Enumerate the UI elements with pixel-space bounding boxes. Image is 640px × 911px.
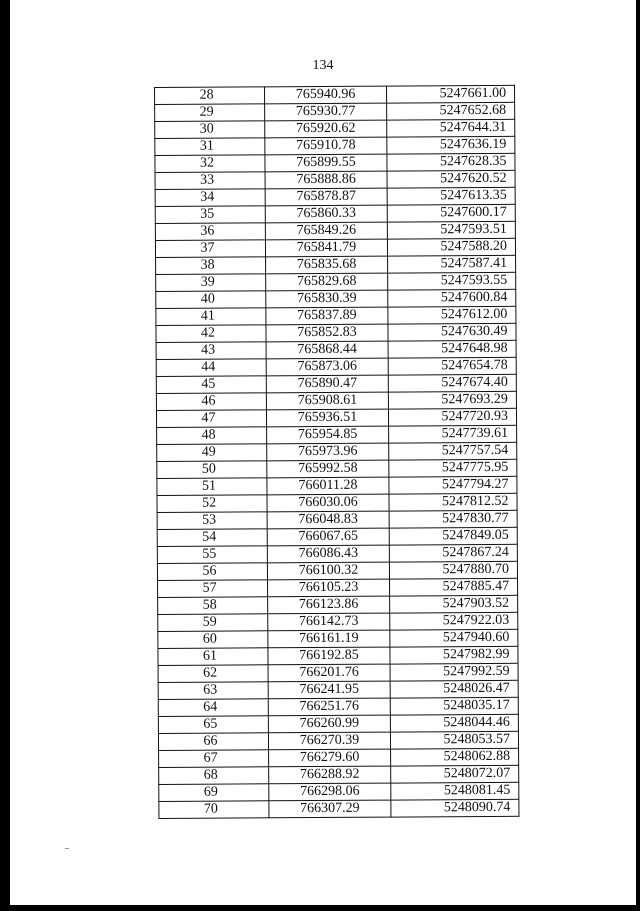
y-coordinate-cell: 5247593.51 <box>387 221 515 239</box>
point-number-cell: 53 <box>157 512 267 530</box>
x-coordinate-cell: 766161.19 <box>268 630 390 648</box>
y-coordinate-cell: 5247885.47 <box>390 578 518 596</box>
x-coordinate-cell: 766142.73 <box>268 613 390 631</box>
y-coordinate-cell: 5247922.03 <box>390 612 518 630</box>
table-row <box>156 374 516 393</box>
y-coordinate-cell: 5248035.17 <box>390 697 518 715</box>
x-coordinate-cell: 765930.77 <box>265 103 387 121</box>
table-row <box>155 136 515 155</box>
y-coordinate-cell: 5247674.40 <box>388 374 516 392</box>
x-coordinate-cell: 765910.78 <box>265 137 387 155</box>
y-coordinate-cell: 5247644.31 <box>387 119 515 137</box>
point-number-cell: 62 <box>158 665 268 683</box>
y-coordinate-cell: 5248062.88 <box>391 748 519 766</box>
point-number-cell: 52 <box>157 495 267 513</box>
table-row <box>156 340 516 359</box>
page-number: 134 <box>312 58 334 73</box>
x-coordinate-cell: 765860.33 <box>265 205 387 223</box>
y-coordinate-cell: 5247739.61 <box>389 425 517 443</box>
document-page <box>10 0 636 905</box>
table-row <box>155 153 515 172</box>
table-row <box>157 544 517 563</box>
y-coordinate-cell: 5247636.19 <box>387 136 515 154</box>
y-coordinate-cell: 5247613.35 <box>387 187 515 205</box>
x-coordinate-cell: 766260.99 <box>268 715 390 733</box>
table-row <box>156 391 516 410</box>
x-coordinate-cell: 765992.58 <box>267 460 389 478</box>
table-row <box>155 119 515 138</box>
point-number-cell: 39 <box>156 274 266 292</box>
y-coordinate-cell: 5247600.84 <box>388 289 516 307</box>
table-row <box>155 170 515 189</box>
y-coordinate-cell: 5248053.57 <box>390 731 518 749</box>
table-row <box>159 765 519 784</box>
x-coordinate-cell: 765868.44 <box>266 341 388 359</box>
point-number-cell: 49 <box>157 444 267 462</box>
y-coordinate-cell: 5247652.68 <box>387 102 515 120</box>
point-number-cell: 47 <box>156 410 266 428</box>
x-coordinate-cell: 766298.06 <box>269 783 391 801</box>
y-coordinate-cell: 5247588.20 <box>387 238 515 256</box>
y-coordinate-cell: 5247903.52 <box>390 595 518 613</box>
y-coordinate-cell: 5247720.93 <box>388 408 516 426</box>
x-coordinate-cell: 765940.96 <box>265 86 387 104</box>
point-number-cell: 43 <box>156 342 266 360</box>
point-number-cell: 32 <box>155 155 265 173</box>
y-coordinate-cell: 5248044.46 <box>390 714 518 732</box>
point-number-cell: 45 <box>156 376 266 394</box>
y-coordinate-cell: 5247794.27 <box>389 476 517 494</box>
x-coordinate-cell: 765936.51 <box>266 409 388 427</box>
y-coordinate-cell: 5247600.17 <box>387 204 515 222</box>
table-row <box>158 680 518 699</box>
table-row <box>159 799 519 818</box>
table-row <box>157 510 517 529</box>
table-row <box>156 306 516 325</box>
table-row <box>157 425 517 444</box>
y-coordinate-cell: 5247880.70 <box>389 561 517 579</box>
y-coordinate-cell: 5247982.99 <box>390 646 518 664</box>
table-row <box>155 221 515 240</box>
coordinates-table-body <box>155 85 519 818</box>
x-coordinate-cell: 765890.47 <box>266 375 388 393</box>
x-coordinate-cell: 766048.83 <box>267 511 389 529</box>
point-number-cell: 67 <box>159 750 269 768</box>
x-coordinate-cell: 765954.85 <box>267 426 389 444</box>
point-number-cell: 66 <box>158 733 268 751</box>
point-number-cell: 28 <box>155 87 265 105</box>
point-number-cell: 51 <box>157 478 267 496</box>
x-coordinate-cell: 766307.29 <box>269 800 391 818</box>
table-row <box>158 731 518 750</box>
point-number-cell: 56 <box>157 563 267 581</box>
point-number-cell: 42 <box>156 325 266 343</box>
point-number-cell: 48 <box>157 427 267 445</box>
table-row <box>157 527 517 546</box>
table-row <box>155 102 515 121</box>
y-coordinate-cell: 5247940.60 <box>390 629 518 647</box>
table-row <box>157 459 517 478</box>
x-coordinate-cell: 765908.61 <box>266 392 388 410</box>
y-coordinate-cell: 5247693.29 <box>388 391 516 409</box>
x-coordinate-cell: 765841.79 <box>265 239 387 257</box>
y-coordinate-cell: 5247849.05 <box>389 527 517 545</box>
x-coordinate-cell: 766288.92 <box>269 766 391 784</box>
x-coordinate-cell: 765873.06 <box>266 358 388 376</box>
coordinates-table <box>154 85 519 819</box>
x-coordinate-cell: 765849.26 <box>265 222 387 240</box>
x-coordinate-cell: 766201.76 <box>268 664 390 682</box>
point-number-cell: 57 <box>158 580 268 598</box>
table-row <box>159 782 519 801</box>
x-coordinate-cell: 765830.39 <box>266 290 388 308</box>
table-row <box>158 612 518 631</box>
point-number-cell: 38 <box>156 257 266 275</box>
table-row <box>158 595 518 614</box>
table-row <box>158 629 518 648</box>
x-coordinate-cell: 765920.62 <box>265 120 387 138</box>
y-coordinate-cell: 5247661.00 <box>386 85 514 103</box>
table-row <box>155 238 515 257</box>
y-coordinate-cell: 5247620.52 <box>387 170 515 188</box>
point-number-cell: 61 <box>158 648 268 666</box>
y-coordinate-cell: 5247812.52 <box>389 493 517 511</box>
point-number-cell: 70 <box>159 801 269 819</box>
x-coordinate-cell: 766086.43 <box>267 545 389 563</box>
x-coordinate-cell: 766251.76 <box>268 698 390 716</box>
point-number-cell: 37 <box>155 240 265 258</box>
y-coordinate-cell: 5247867.24 <box>389 544 517 562</box>
x-coordinate-cell: 765888.86 <box>265 171 387 189</box>
point-number-cell: 65 <box>158 716 268 734</box>
y-coordinate-cell: 5247992.59 <box>390 663 518 681</box>
point-number-cell: 40 <box>156 291 266 309</box>
table-row <box>158 578 518 597</box>
x-coordinate-cell: 766270.39 <box>268 732 390 750</box>
point-number-cell: 33 <box>155 172 265 190</box>
point-number-cell: 44 <box>156 359 266 377</box>
point-number-cell: 59 <box>158 614 268 632</box>
table-row <box>156 323 516 342</box>
x-coordinate-cell: 766241.95 <box>268 681 390 699</box>
y-coordinate-cell: 5247587.41 <box>388 255 516 273</box>
table-row <box>155 85 515 104</box>
point-number-cell: 58 <box>158 597 268 615</box>
table-row <box>156 289 516 308</box>
point-number-cell: 63 <box>158 682 268 700</box>
x-coordinate-cell: 766100.32 <box>267 562 389 580</box>
table-row <box>158 697 518 716</box>
table-row <box>156 357 516 376</box>
table-row <box>158 663 518 682</box>
point-number-cell: 60 <box>158 631 268 649</box>
point-number-cell: 68 <box>159 767 269 785</box>
y-coordinate-cell: 5247830.77 <box>389 510 517 528</box>
point-number-cell: 36 <box>155 223 265 241</box>
x-coordinate-cell: 765899.55 <box>265 154 387 172</box>
x-coordinate-cell: 765837.89 <box>266 307 388 325</box>
table-row <box>158 714 518 733</box>
point-number-cell: 29 <box>155 104 265 122</box>
point-number-cell: 69 <box>159 784 269 802</box>
x-coordinate-cell: 766105.23 <box>268 579 390 597</box>
x-coordinate-cell: 766067.65 <box>267 528 389 546</box>
x-coordinate-cell: 765852.83 <box>266 324 388 342</box>
point-number-cell: 55 <box>157 546 267 564</box>
x-coordinate-cell: 766011.28 <box>267 477 389 495</box>
y-coordinate-cell: 5247648.98 <box>388 340 516 358</box>
point-number-cell: 64 <box>158 699 268 717</box>
table-row <box>157 476 517 495</box>
x-coordinate-cell: 766192.85 <box>268 647 390 665</box>
y-coordinate-cell: 5247775.95 <box>389 459 517 477</box>
table-row <box>156 272 516 291</box>
y-coordinate-cell: 5247628.35 <box>387 153 515 171</box>
x-coordinate-cell: 765829.68 <box>266 273 388 291</box>
point-number-cell: 31 <box>155 138 265 156</box>
y-coordinate-cell: 5247654.78 <box>388 357 516 375</box>
y-coordinate-cell: 5248081.45 <box>391 782 519 800</box>
y-coordinate-cell: 5247593.55 <box>388 272 516 290</box>
table-row <box>158 646 518 665</box>
x-coordinate-cell: 765973.96 <box>267 443 389 461</box>
point-number-cell: 35 <box>155 206 265 224</box>
table-row <box>156 255 516 274</box>
x-coordinate-cell: 765835.68 <box>266 256 388 274</box>
table-row <box>155 204 515 223</box>
point-number-cell: 46 <box>156 393 266 411</box>
table-row <box>157 442 517 461</box>
table-row <box>155 187 515 206</box>
coordinates-table-wrapper <box>154 85 518 819</box>
y-coordinate-cell: 5247630.49 <box>388 323 516 341</box>
point-number-cell: 34 <box>155 189 265 207</box>
table-row <box>157 493 517 512</box>
x-coordinate-cell: 766030.06 <box>267 494 389 512</box>
y-coordinate-cell: 5247612.00 <box>388 306 516 324</box>
point-number-cell: 54 <box>157 529 267 547</box>
point-number-cell: 30 <box>155 121 265 139</box>
y-coordinate-cell: 5248072.07 <box>391 765 519 783</box>
x-coordinate-cell: 766123.86 <box>268 596 390 614</box>
y-coordinate-cell: 5248090.74 <box>391 799 519 817</box>
x-coordinate-cell: 766279.60 <box>269 749 391 767</box>
table-row <box>156 408 516 427</box>
y-coordinate-cell: 5247757.54 <box>389 442 517 460</box>
y-coordinate-cell: 5248026.47 <box>390 680 518 698</box>
table-row <box>159 748 519 767</box>
x-coordinate-cell: 765878.87 <box>265 188 387 206</box>
point-number-cell: 50 <box>157 461 267 479</box>
table-row <box>157 561 517 580</box>
point-number-cell: 41 <box>156 308 266 326</box>
scan-speck <box>65 848 69 849</box>
